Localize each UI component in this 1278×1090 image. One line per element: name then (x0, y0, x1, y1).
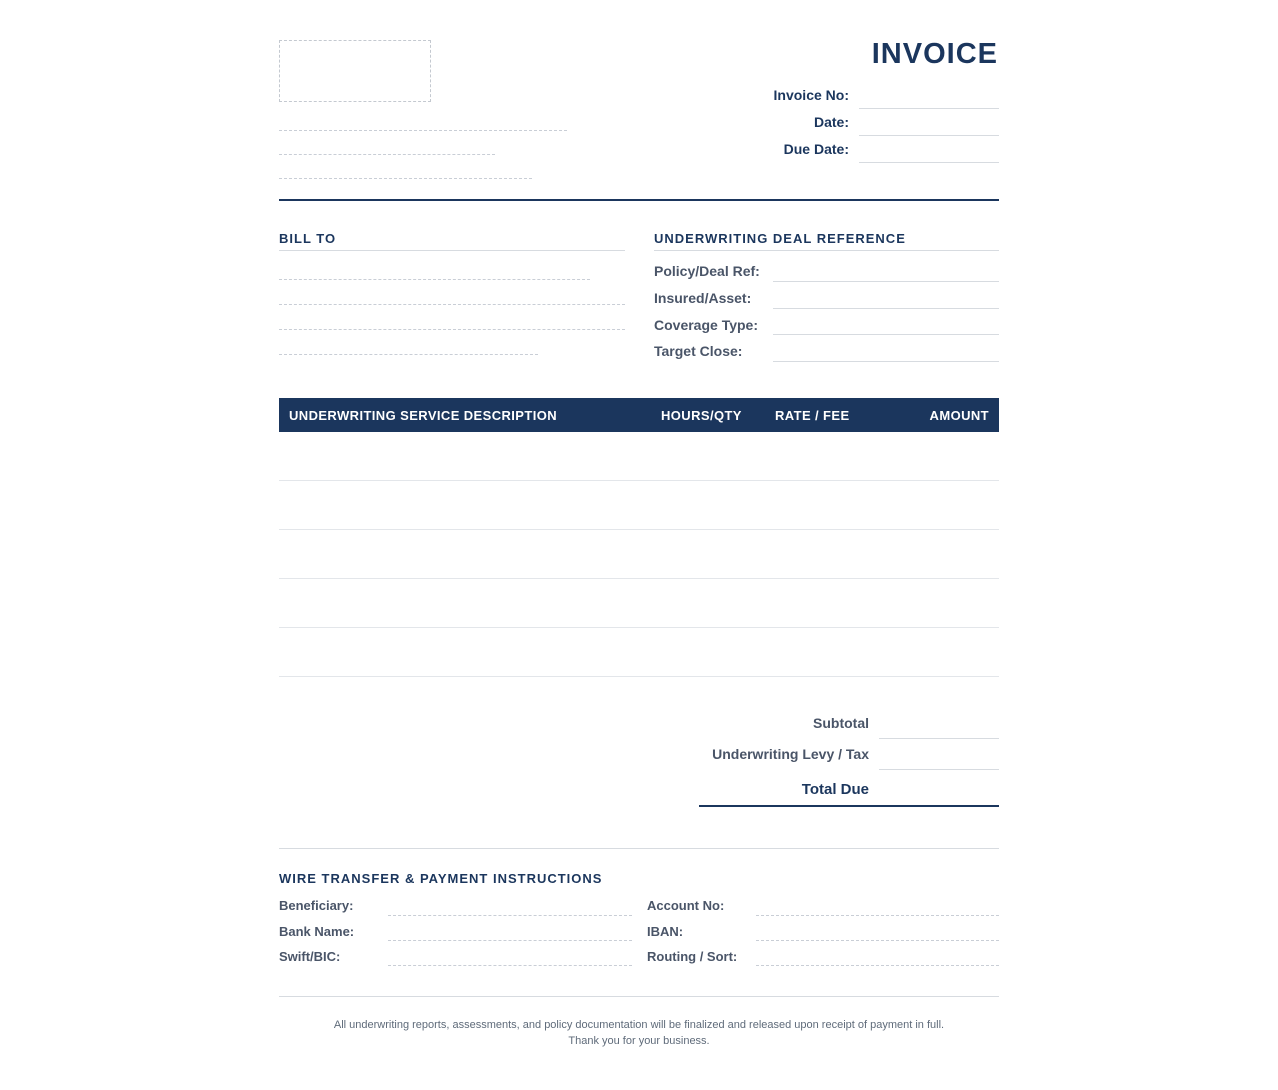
company-address-line-2[interactable] (279, 154, 495, 155)
account-no-field[interactable] (756, 915, 999, 916)
invoice-no-label: Invoice No: (773, 87, 849, 103)
footer-note: All underwriting reports, assessments, and policy documentation will be finalized and released upon receipt of payment in full. (333, 1019, 945, 1031)
beneficiary-label: Beneficiary: (279, 898, 354, 913)
iban-field[interactable] (756, 940, 999, 941)
table-row[interactable] (279, 676, 999, 677)
table-row[interactable] (279, 578, 999, 579)
bill-to-line-3[interactable] (279, 329, 625, 330)
table-row[interactable] (279, 627, 999, 628)
subtotal-label: Subtotal (813, 715, 869, 731)
total-due-rule (699, 805, 999, 807)
header-divider (279, 199, 999, 201)
col-description-header: UNDERWRITING SERVICE DESCRIPTION (289, 408, 558, 423)
deal-ref-heading: UNDERWRITING DEAL REFERENCE (654, 231, 906, 246)
payment-divider (279, 848, 999, 849)
coverage-type-field[interactable] (773, 334, 999, 335)
policy-deal-ref-label: Policy/Deal Ref: (654, 263, 760, 279)
line-items-header (279, 398, 999, 432)
bill-to-heading: BILL TO (279, 231, 337, 246)
invoice-title: INVOICE (871, 38, 998, 70)
table-row[interactable] (279, 529, 999, 530)
insured-asset-label: Insured/Asset: (654, 290, 752, 306)
bill-to-line-1[interactable] (279, 279, 590, 280)
insured-asset-field[interactable] (773, 308, 999, 309)
due-date-field[interactable] (859, 162, 999, 163)
bill-to-line-4[interactable] (279, 354, 538, 355)
swift-bic-field[interactable] (388, 965, 632, 966)
swift-bic-label: Swift/BIC: (279, 949, 341, 964)
company-address-line-1[interactable] (279, 130, 567, 131)
logo-placeholder[interactable] (279, 40, 431, 102)
target-close-label: Target Close: (654, 343, 743, 359)
col-amount-header: AMOUNT (929, 408, 989, 423)
tax-label: Underwriting Levy / Tax (712, 746, 869, 762)
subtotal-field[interactable] (879, 738, 999, 739)
due-date-label: Due Date: (783, 141, 849, 157)
footer-divider (279, 996, 999, 997)
policy-deal-ref-field[interactable] (773, 281, 999, 282)
date-label: Date: (813, 114, 849, 130)
total-due-label: Total Due (801, 781, 869, 798)
routing-sort-label: Routing / Sort: (647, 949, 738, 964)
deal-ref-underline (654, 250, 999, 251)
account-no-label: Account No: (647, 898, 725, 913)
routing-sort-field[interactable] (756, 965, 999, 966)
beneficiary-field[interactable] (388, 915, 632, 916)
col-hours-qty-header: HOURS/QTY (661, 408, 742, 423)
bill-to-line-2[interactable] (279, 304, 625, 305)
bank-name-field[interactable] (388, 940, 632, 941)
bank-name-label: Bank Name: (279, 924, 355, 939)
iban-label: IBAN: (647, 924, 684, 939)
tax-field[interactable] (879, 769, 999, 770)
bill-to-underline (279, 250, 625, 251)
target-close-field[interactable] (773, 361, 999, 362)
date-field[interactable] (859, 135, 999, 136)
footer-thanks: Thank you for your business. (568, 1035, 710, 1047)
payment-heading: WIRE TRANSFER & PAYMENT INSTRUCTIONS (279, 871, 603, 886)
col-rate-fee-header: RATE / FEE (775, 408, 850, 423)
coverage-type-label: Coverage Type: (654, 317, 758, 333)
invoice-no-field[interactable] (859, 108, 999, 109)
table-row[interactable] (279, 480, 999, 481)
company-address-line-3[interactable] (279, 178, 532, 179)
